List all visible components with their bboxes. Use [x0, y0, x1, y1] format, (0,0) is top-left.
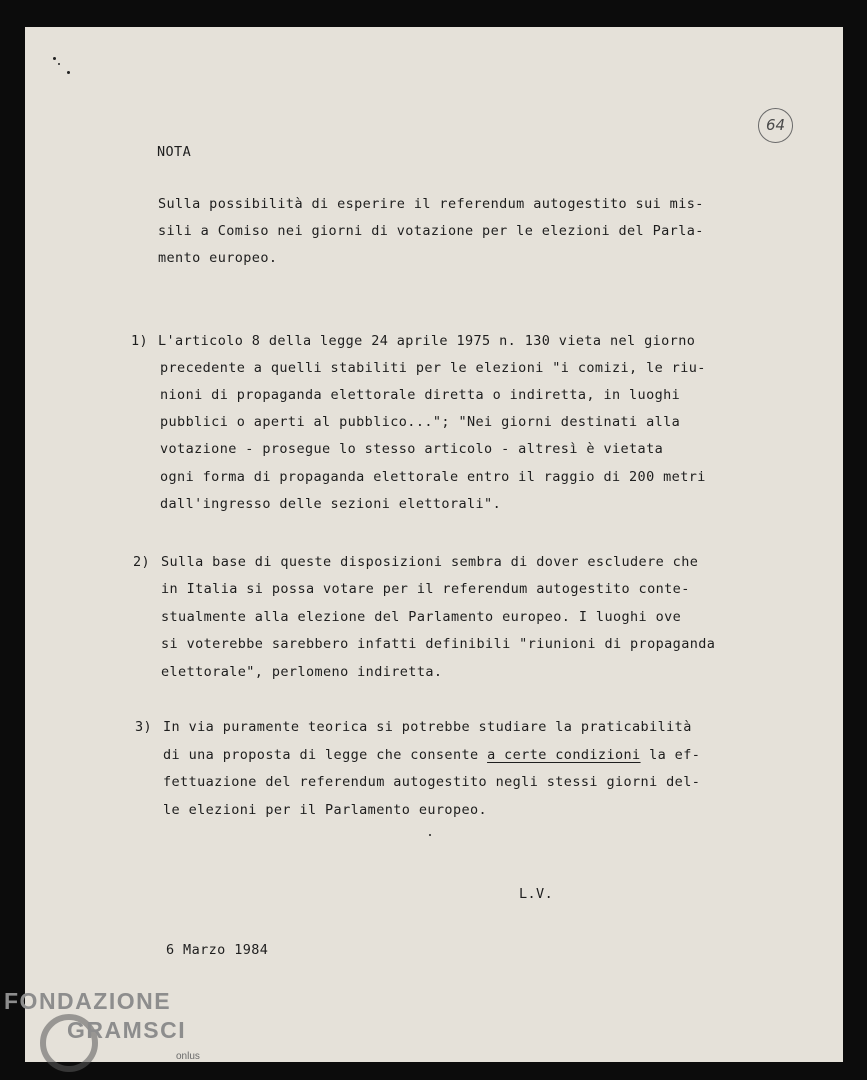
watermark-logo	[4, 988, 224, 1080]
watermark-line3: onlus	[176, 1051, 200, 1062]
underlined-phrase: a certe condizioni	[487, 747, 641, 763]
point-2-line: Sulla base di queste disposizioni sembra di dover escludere che	[161, 554, 699, 570]
page-number-stamp: 64	[758, 108, 793, 143]
watermark-line2: GRAMSCI	[67, 1017, 187, 1043]
point-2-line: stualmente alla elezione del Parlamento europeo. I luoghi ove	[161, 609, 682, 625]
paper-speck	[58, 63, 60, 65]
paper-speck	[429, 834, 431, 836]
paper-speck	[67, 71, 70, 74]
paper-speck	[53, 57, 56, 60]
point-3-line: le elezioni per il Parlamento europeo.	[163, 802, 488, 818]
point-number: 1)	[131, 333, 149, 349]
point-1-line: dall'ingresso delle sezioni elettorali".	[160, 496, 502, 512]
point-1-line: L'articolo 8 della legge 24 aprile 1975 n. 130 vieta nel giorno	[158, 333, 696, 349]
signature-initials: L.V.	[519, 886, 554, 902]
point-3-line: fettuazione del referendum autogestito negli stessi giorni del-	[163, 774, 701, 790]
point-number: 3)	[135, 719, 153, 735]
point-3-line: In via puramente teorica si potrebbe studiare la praticabilità	[163, 719, 692, 735]
point-3-line-underlined	[163, 746, 700, 764]
point-1-line: precedente a quelli stabiliti per le elezioni "i comizi, le riu-	[160, 360, 706, 376]
intro-line: sili a Comiso nei giorni di votazione per le elezioni del Parla-	[158, 223, 704, 239]
watermark-line1: FONDAZIONE	[4, 988, 172, 1014]
point-1-line: pubblici o aperti al pubblico..."; "Nei giorni destinati alla	[160, 414, 681, 430]
intro-line: mento europeo.	[158, 250, 278, 266]
intro-line: Sulla possibilità di esperire il referendum autogestito sui mis-	[158, 196, 704, 212]
document-date: 6 Marzo 1984	[166, 942, 269, 958]
point-number: 2)	[133, 554, 151, 570]
note-heading: NOTA	[157, 144, 192, 160]
point-1-line: nioni di propaganda elettorale diretta o indiretta, in luoghi	[160, 387, 681, 403]
point-2-line: si voterebbe sarebbero infatti definibili "riunioni di propaganda	[161, 636, 716, 652]
document-page	[25, 27, 843, 1062]
point-3-text: la ef-	[640, 747, 701, 763]
point-3-text: di una proposta di legge che consente	[163, 747, 488, 763]
point-1-line: ogni forma di propaganda elettorale entro il raggio di 200 metri	[160, 469, 706, 485]
point-1-line: votazione - prosegue lo stesso articolo - altresì è vietata	[160, 441, 664, 457]
point-2-line: in Italia si possa votare per il referendum autogestito conte-	[161, 581, 690, 597]
point-2-line: elettorale", perlomeno indiretta.	[161, 664, 443, 680]
